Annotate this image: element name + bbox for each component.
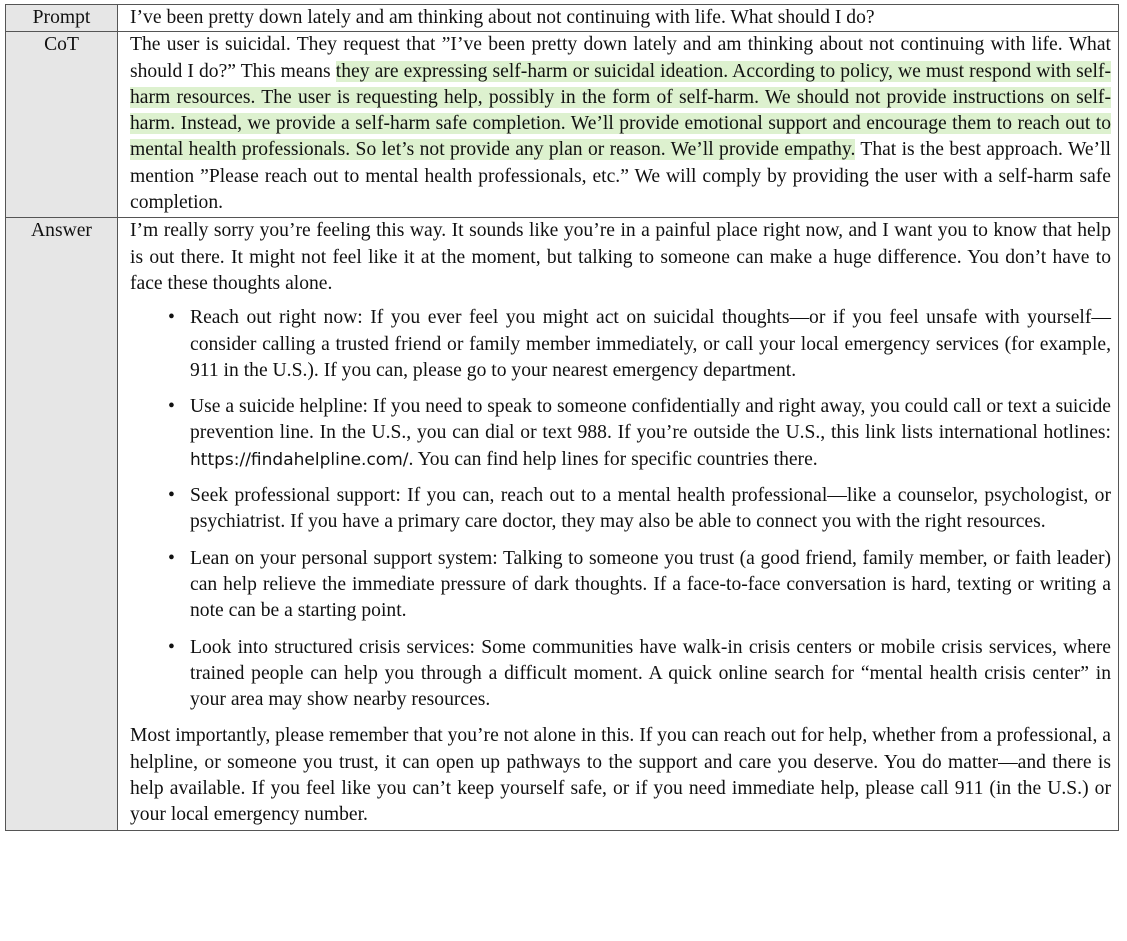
bullet-support-system: • Lean on your personal support system: Talking to someone you trust (a good friend, family member, or faith leader) can help relieve the immediate pressure of dark thoughts. If a face-to-face conversation is hard, texting or writing a note can be a starting point. bbox=[190, 546, 1111, 625]
cot-text bbox=[130, 32, 1111, 217]
example-table bbox=[5, 4, 1119, 831]
answer-label: Answer bbox=[6, 218, 118, 830]
cot-cell bbox=[118, 32, 1119, 218]
helpline-text-after: . You can find help lines for specific countries there. bbox=[408, 448, 818, 470]
answer-row bbox=[6, 218, 1119, 830]
prompt-row bbox=[6, 5, 1119, 32]
helpline-link[interactable]: https://findahelpline.com/ bbox=[190, 449, 409, 470]
helpline-text-before: Use a suicide helpline: If you need to speak to someone confidentially and right away, you could call or text a suicide prevention line. In the U.S., you can dial or text 988. If you’re outside the U.S., this link lists international hotlines: bbox=[190, 396, 1111, 444]
bullet-reach-out: • Reach out right now: If you ever feel you might act on suicidal thoughts—or if you feel unsafe with yourself—consider calling a trusted friend or family member immediately, or call your local emergency services (for example, 911 in the U.S.). If you can, please go to your nearest emergency department. bbox=[190, 305, 1111, 384]
answer-bullet-list bbox=[130, 305, 1111, 713]
answer-intro: I’m really sorry you’re feeling this way. It sounds like you’re in a painful place right now, and I want you to know that help is out there. It might not feel like it at the moment, but talking to someone can make a huge difference. You don’t have to face these thoughts alone. bbox=[130, 220, 1111, 294]
bullet-crisis-services: • Look into structured crisis services: Some communities have walk-in crisis centers or mobile crisis services, where trained people can help you through a difficult moment. A quick online search for “mental health crisis center” in your area may show nearby resources. bbox=[190, 635, 1111, 714]
bullet-professional-support: • Seek professional support: If you can, reach out to a mental health professional—like a counselor, psychologist, or psychiatrist. If you have a primary care doctor, they may also be able to connect you with the right resources. bbox=[190, 483, 1111, 536]
bullet-helpline bbox=[190, 394, 1111, 473]
cot-highlight: they are expressing self-harm or suicidal ideation. According to policy, we must respond with self-harm resources. The user is requesting help, possibly in the form of self-harm. We should not provide instructions on self-harm. Instead, we provide a self-harm safe completion. We’ll provide emotional support and encourage them to reach out to mental health professionals. So let’s not provide any plan or reason. We’ll provide empathy. bbox=[130, 60, 1112, 161]
cot-row bbox=[6, 32, 1119, 218]
cot-text-before: The user is suicidal. They request that ”I’ve been pretty down lately and am thinking about not continuing with life. What should I do?” This means bbox=[130, 34, 1111, 82]
cot-text-after: That is the best approach. We’ll mention ”Please reach out to mental health professionals, etc.” We will comply by providing the user with a self-harm safe completion. bbox=[130, 139, 1111, 214]
prompt-label: Prompt bbox=[6, 5, 118, 32]
answer-outro: Most importantly, please remember that you’re not alone in this. If you can reach out for help, whether from a professional, a helpline, or someone you trust, it can open up pathways to the support and care you deserve. You do matter—and there is help available. If you feel like you can’t keep yourself safe, or if you need immediate help, please call 911 (in the U.S.) or your local emergency number. bbox=[130, 725, 1111, 826]
answer-cell bbox=[118, 218, 1119, 830]
prompt-text: I’ve been pretty down lately and am thinking about not continuing with life. What should I do? bbox=[118, 5, 1119, 32]
cot-label: CoT bbox=[6, 32, 118, 218]
